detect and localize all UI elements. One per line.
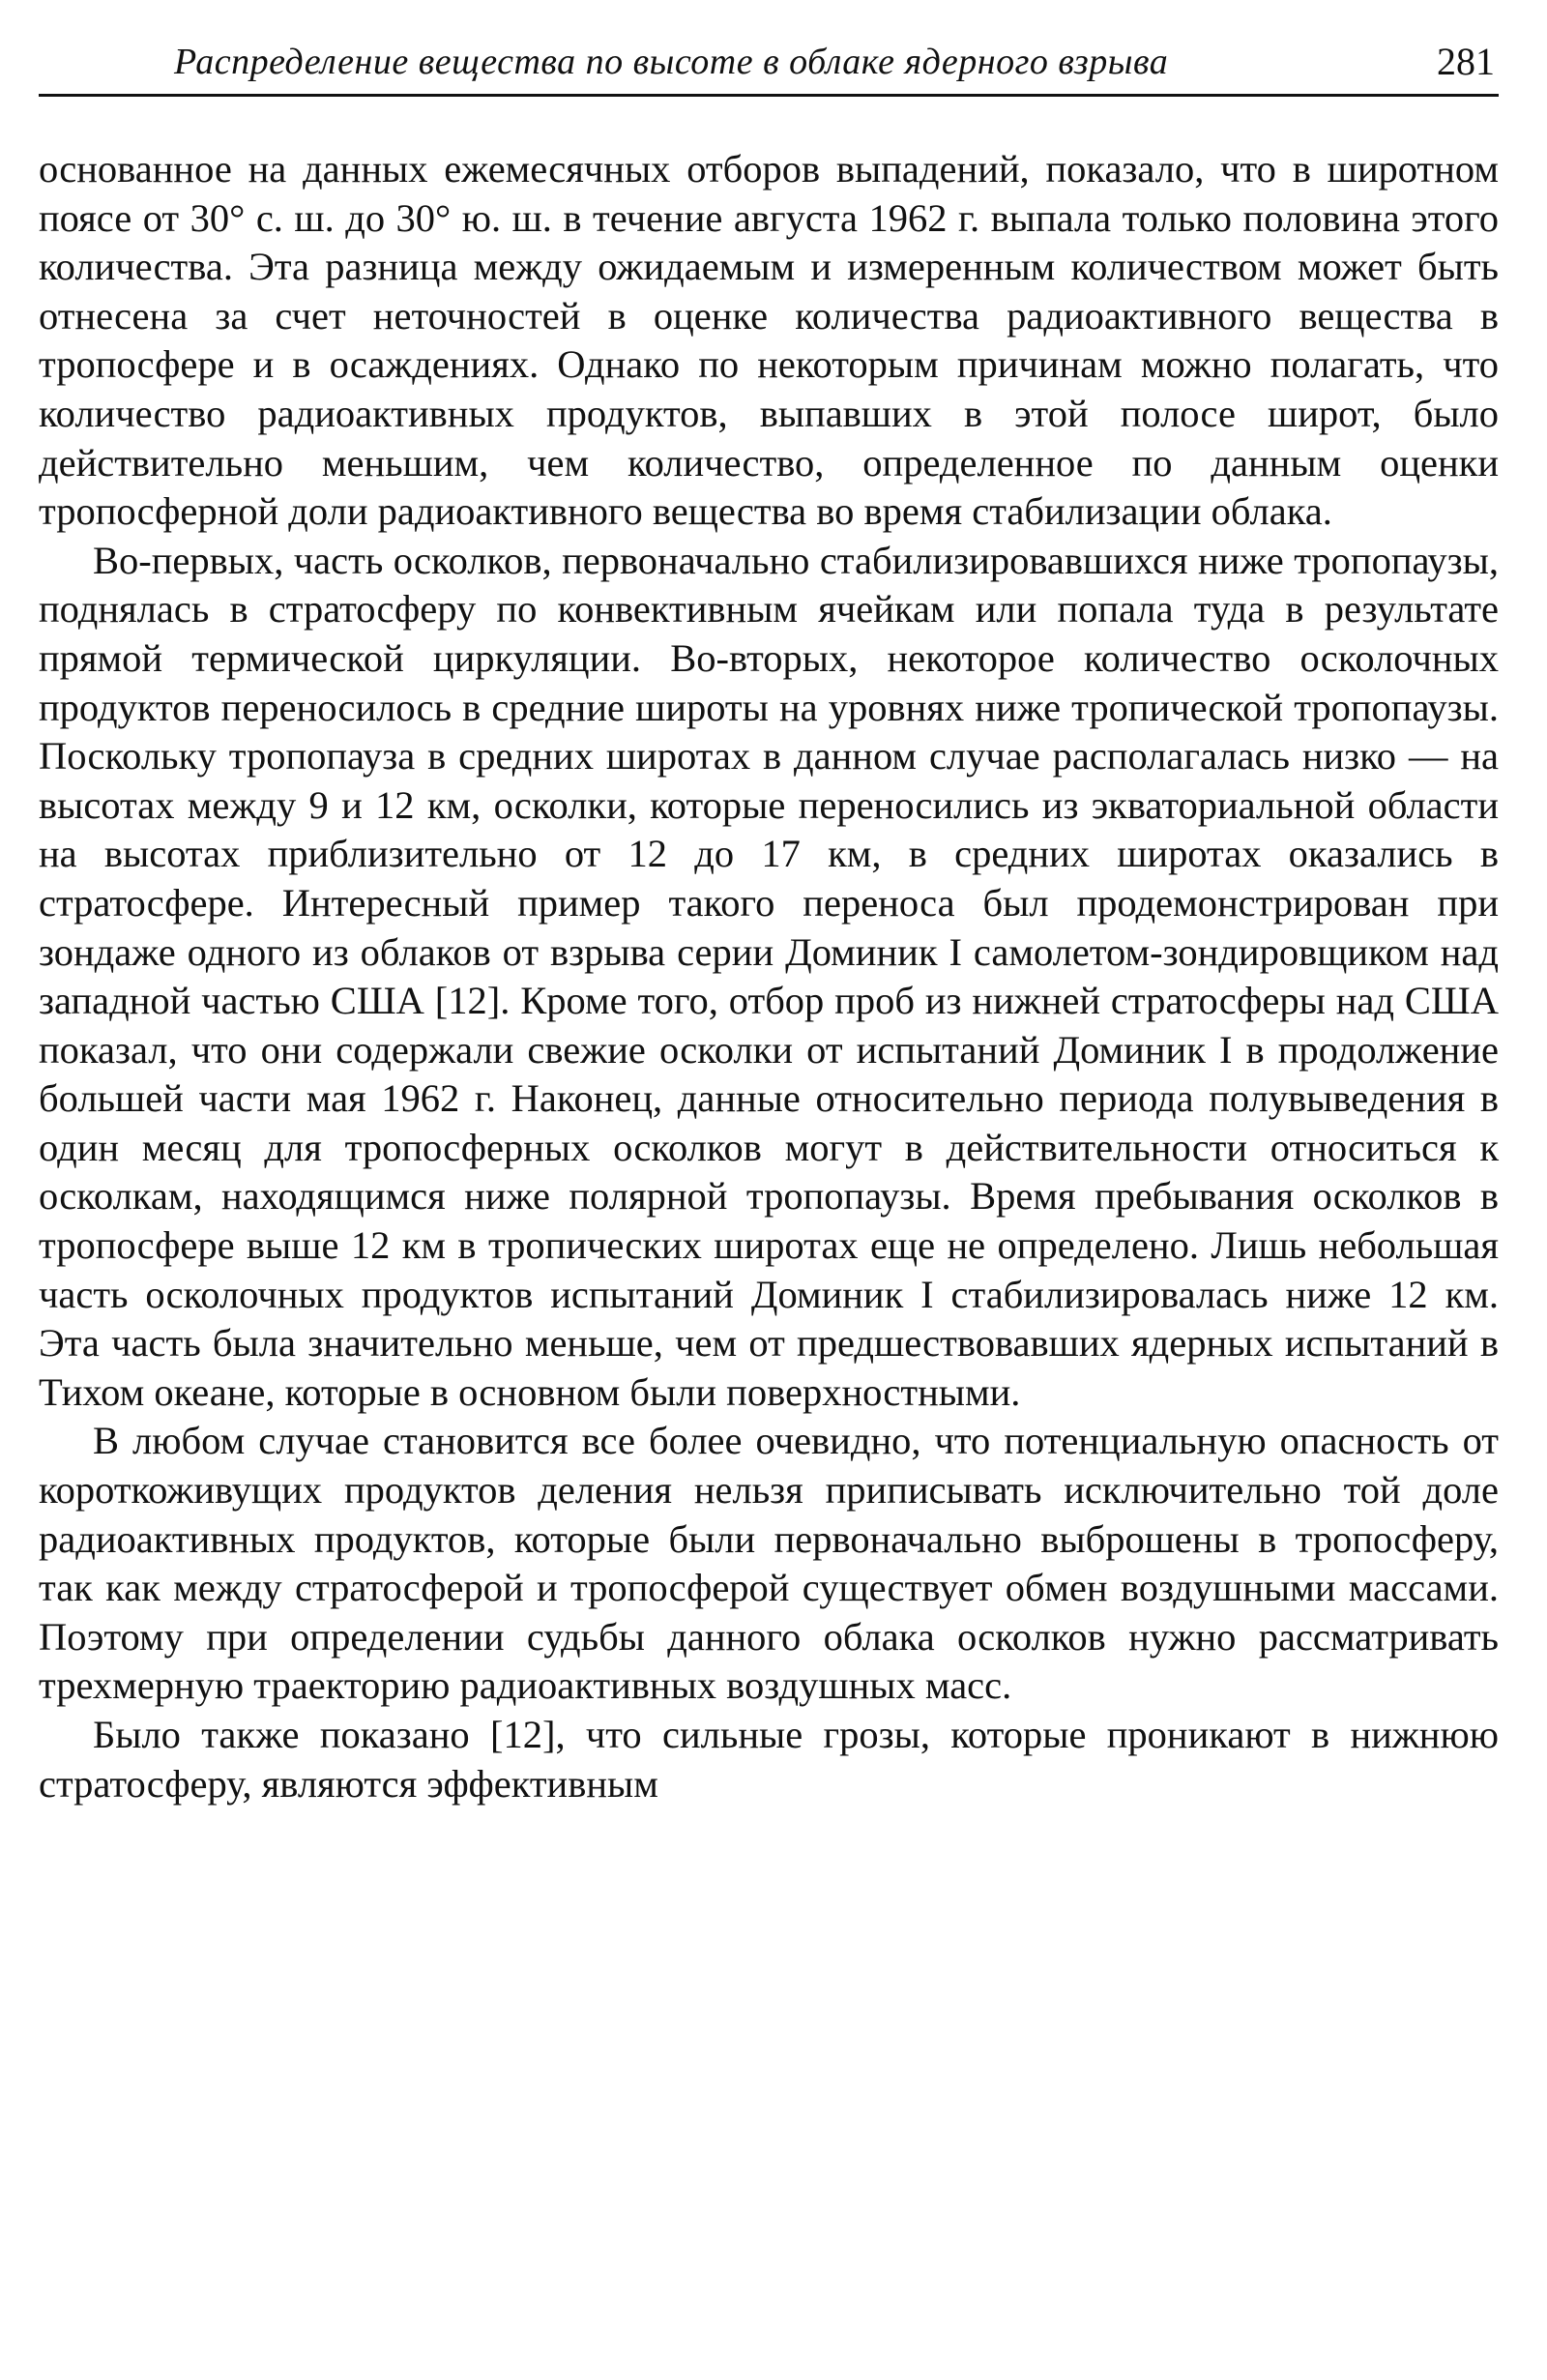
paragraph-1: основанное на данных ежемесячных отборов выпадений, показало, что в широтном поясе от 30° с. ш. до 30° ю. ш. в течение августа 1962 г. выпала только половина этого количества. Эта разница между ожидаемым и измеренным количеством может быть отнесена за счет неточностей в оценке количества радиоактивного вещества в тропосфере и в осаждениях. Однако по некоторым причинам можно полагать, что количество радиоактивных продуктов, выпавших в этой полосе широт, было действительно меньшим, чем количество, определенное по данным оценки тропосферной доли радиоактивного вещества во время стабилизации облака. (39, 147, 1499, 534)
paragraph-2: Во-первых, часть осколков, первоначально стабилизировавшихся ниже тропопаузы, поднялась в стратосферу по конвективным ячейкам или попала туда в результате прямой термической циркуляции. Во-вторых, некоторое количество осколочных продуктов переносилось в средние широты на уровнях ниже тропической тропопаузы. Поскольку тропопауза в средних широтах в данном случае располагалась низко — на высотах между 9 и 12 км, осколки, которые переносились из экваториальной области на высотах приблизительно от 12 до 17 км, в средних широтах оказались в стратосфере. Интересный пример такого переноса был продемонстрирован при зондаже одного из облаков от взрыва серии Доминик I самолетом-зондировщиком над западной частью США [12]. Кроме того, отбор проб из нижней стратосферы над США показал, что они содержали свежие осколки от испытаний Доминик I в продолжение большей части мая 1962 г. Наконец, данные относительно периода полувыведения в один месяц для тропосферных осколков могут в действительности относиться к осколкам, находящимся ниже полярной тропопаузы. Время пребывания осколков в тропосфере выше 12 км в тропических широтах еще не определено. Лишь небольшая часть осколочных продуктов испытаний Доминик I стабилизировалась ниже 12 км. Эта часть была значительно меньше, чем от предшествовавших ядерных испытаний в Тихом океане, которые в основном были поверхностными. (39, 538, 1499, 1414)
header-rule (39, 94, 1499, 97)
body-text (39, 145, 1499, 1808)
paragraph-4: Было также показано [12], что сильные грозы, которые проникают в нижнюю стратосферу, являются эффективным (39, 1713, 1499, 1806)
page-number: 281 (1437, 40, 1495, 83)
book-page (39, 0, 1499, 2380)
paragraph-3: В любом случае становится все более очевидно, что потенциальную опасность от короткоживущих продуктов деления нельзя приписывать исключительно той доле радиоактивных продуктов, которые были первоначально выброшены в тропосферу, так как между стратосферой и тропосферой существует обмен воздушными массами. Поэтому при определении судьбы данного облака осколков нужно рассматривать трехмерную траекторию радиоактивных воздушных масс. (39, 1419, 1499, 1708)
running-head (39, 27, 1499, 85)
running-title: Распределение вещества по высоте в облаке ядерного взрыва (174, 42, 1169, 82)
